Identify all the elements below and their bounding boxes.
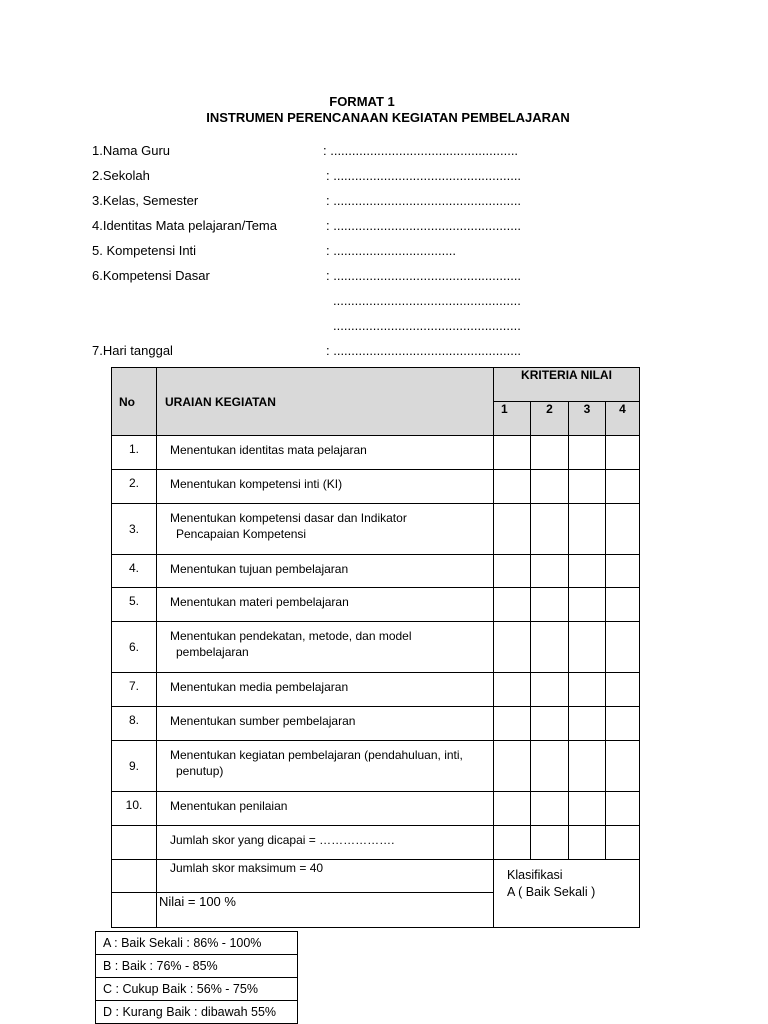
row-description-line: Menentukan sumber pembelajaran bbox=[170, 714, 356, 728]
score-cell[interactable] bbox=[569, 436, 606, 470]
row-number: 9. bbox=[112, 741, 157, 792]
score-cell[interactable] bbox=[569, 470, 606, 504]
document-title: INSTRUMEN PERENCANAAN KEGIATAN PEMBELAJARAN bbox=[206, 110, 570, 125]
row-number: 3. bbox=[112, 504, 157, 555]
row-number: 2. bbox=[112, 470, 157, 504]
table-row bbox=[112, 792, 640, 826]
header-description: URAIAN KEGIATAN bbox=[157, 368, 494, 436]
score-cell[interactable] bbox=[606, 470, 640, 504]
score-cell[interactable] bbox=[606, 707, 640, 741]
score-cell[interactable] bbox=[569, 588, 606, 622]
row-description bbox=[157, 622, 494, 673]
assessment-table bbox=[111, 367, 640, 928]
row-number: 10. bbox=[112, 792, 157, 826]
row-description-line: Menentukan media pembelajaran bbox=[170, 680, 349, 694]
row-description-line: Menentukan tujuan pembelajaran bbox=[170, 562, 349, 576]
score-cell[interactable] bbox=[569, 741, 606, 792]
row-number: 7. bbox=[112, 673, 157, 707]
table-row bbox=[112, 555, 640, 588]
table-row bbox=[112, 470, 640, 504]
legend-item: D : Kurang Baik : dibawah 55% bbox=[96, 1001, 298, 1024]
score-cell[interactable] bbox=[531, 504, 569, 555]
row-description bbox=[157, 707, 494, 741]
table-row bbox=[112, 741, 640, 792]
score-cell[interactable] bbox=[531, 436, 569, 470]
score-cell[interactable] bbox=[606, 622, 640, 673]
score-cell[interactable] bbox=[606, 504, 640, 555]
row-number: 5. bbox=[112, 588, 157, 622]
identity-label: 3.Kelas, Semester bbox=[92, 193, 199, 208]
row-number: 6. bbox=[112, 622, 157, 673]
score-cell[interactable] bbox=[531, 588, 569, 622]
identity-value: .................................................... bbox=[333, 293, 521, 308]
score-cell[interactable] bbox=[531, 792, 569, 826]
identity-label: 4.Identitas Mata pelajaran/Tema bbox=[92, 218, 277, 233]
header-criteria: KRITERIA NILAI bbox=[494, 368, 640, 402]
grade-value: Nilai = 100 % bbox=[157, 893, 494, 928]
score-max-row bbox=[112, 860, 640, 893]
score-cell[interactable] bbox=[606, 555, 640, 588]
row-description-line: Menentukan identitas mata pelajaran bbox=[170, 443, 367, 457]
identity-label: 2.Sekolah bbox=[92, 168, 150, 183]
row-number: 4. bbox=[112, 555, 157, 588]
row-description bbox=[157, 470, 494, 504]
score-cell[interactable] bbox=[494, 707, 531, 741]
criteria-col-4: 4 bbox=[606, 402, 640, 436]
table-row bbox=[112, 504, 640, 555]
empty-cell bbox=[112, 860, 157, 893]
score-cell[interactable] bbox=[494, 622, 531, 673]
row-description-line: Menentukan materi pembelajaran bbox=[170, 595, 349, 609]
score-cell[interactable] bbox=[494, 470, 531, 504]
score-cell[interactable] bbox=[606, 436, 640, 470]
empty-cell bbox=[112, 893, 157, 928]
score-cell[interactable] bbox=[569, 622, 606, 673]
score-cell[interactable] bbox=[494, 588, 531, 622]
score-cell[interactable] bbox=[494, 555, 531, 588]
row-description bbox=[157, 555, 494, 588]
row-description bbox=[157, 504, 494, 555]
header-no: No bbox=[112, 368, 157, 436]
table-row bbox=[112, 673, 640, 707]
score-cell[interactable] bbox=[606, 792, 640, 826]
identity-value: : .................................................... bbox=[326, 168, 522, 183]
legend-item: B : Baik : 76% - 85% bbox=[96, 955, 298, 978]
row-description-line: Menentukan kompetensi dasar dan Indikator bbox=[170, 511, 407, 525]
table-row bbox=[112, 707, 640, 741]
identity-label: 7.Hari tanggal bbox=[92, 343, 173, 358]
score-cell[interactable] bbox=[569, 673, 606, 707]
score-obtained-row bbox=[112, 826, 640, 860]
table-row bbox=[112, 622, 640, 673]
score-cell[interactable] bbox=[569, 792, 606, 826]
identity-label: 5. Kompetensi Inti bbox=[92, 243, 197, 258]
row-description-line: Menentukan pendekatan, metode, dan model bbox=[170, 629, 412, 643]
identity-value: .................................................... bbox=[333, 318, 521, 333]
identity-value: : .................................................... bbox=[326, 193, 522, 208]
score-cell[interactable] bbox=[569, 504, 606, 555]
row-description bbox=[157, 588, 494, 622]
score-cell[interactable] bbox=[606, 741, 640, 792]
score-cell[interactable] bbox=[494, 792, 531, 826]
table-row bbox=[112, 436, 640, 470]
score-cell[interactable] bbox=[569, 826, 606, 860]
identity-value: : .................................................... bbox=[326, 268, 522, 283]
identity-value: : .................................. bbox=[326, 243, 457, 258]
legend-item: C : Cukup Baik : 56% - 75% bbox=[96, 978, 298, 1001]
score-cell[interactable] bbox=[494, 741, 531, 792]
criteria-col-3: 3 bbox=[569, 402, 606, 436]
score-cell[interactable] bbox=[531, 622, 569, 673]
row-description-line: penutup) bbox=[176, 764, 224, 778]
row-description-line: Menentukan kegiatan pembelajaran (pendahuluan, inti, bbox=[170, 748, 463, 762]
score-cell[interactable] bbox=[531, 555, 569, 588]
score-cell[interactable] bbox=[494, 504, 531, 555]
classification-label: Klasifikasi bbox=[507, 868, 563, 882]
row-number: 8. bbox=[112, 707, 157, 741]
row-description bbox=[157, 673, 494, 707]
score-cell[interactable] bbox=[569, 707, 606, 741]
classification-value: A ( Baik Sekali ) bbox=[507, 885, 596, 899]
classification-cell bbox=[494, 860, 640, 928]
score-cell[interactable] bbox=[569, 555, 606, 588]
table-row bbox=[112, 588, 640, 622]
identity-value: : .................................................... bbox=[326, 218, 522, 233]
score-cell[interactable] bbox=[494, 436, 531, 470]
score-cell[interactable] bbox=[606, 588, 640, 622]
row-number: 1. bbox=[112, 436, 157, 470]
identity-label: 1.Nama Guru bbox=[92, 143, 171, 158]
score-cell[interactable] bbox=[531, 673, 569, 707]
score-cell[interactable] bbox=[494, 826, 531, 860]
score-cell[interactable] bbox=[531, 826, 569, 860]
row-description-line: Pencapaian Kompetensi bbox=[176, 527, 307, 541]
legend-item: A : Baik Sekali : 86% - 100% bbox=[96, 932, 298, 955]
row-description-line: Menentukan penilaian bbox=[170, 799, 288, 813]
criteria-col-2: 2 bbox=[531, 402, 569, 436]
identity-value: : .................................................... bbox=[323, 143, 519, 158]
score-max: Jumlah skor maksimum = 40 bbox=[157, 860, 494, 893]
row-description-line: Menentukan kompetensi inti (KI) bbox=[170, 477, 343, 491]
score-cell[interactable] bbox=[606, 826, 640, 860]
score-cell[interactable] bbox=[531, 470, 569, 504]
format-title: FORMAT 1 bbox=[329, 94, 395, 109]
score-cell[interactable] bbox=[606, 673, 640, 707]
grade-legend bbox=[95, 931, 298, 1024]
row-description bbox=[157, 436, 494, 470]
criteria-col-1: 1 bbox=[494, 402, 531, 436]
empty-cell bbox=[112, 826, 157, 860]
score-cell[interactable] bbox=[531, 707, 569, 741]
row-description-line: pembelajaran bbox=[176, 645, 249, 659]
score-obtained: Jumlah skor yang dicapai = ………………. bbox=[157, 826, 494, 860]
identity-label: 6.Kompetensi Dasar bbox=[92, 268, 210, 283]
score-cell[interactable] bbox=[494, 673, 531, 707]
row-description bbox=[157, 792, 494, 826]
identity-value: : .................................................... bbox=[326, 343, 522, 358]
score-cell[interactable] bbox=[531, 741, 569, 792]
row-description bbox=[157, 741, 494, 792]
